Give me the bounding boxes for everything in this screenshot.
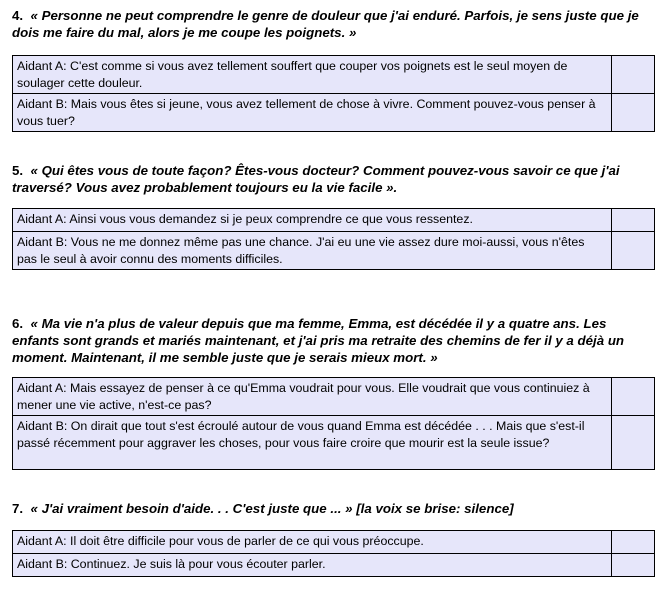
question-5 <box>12 162 656 196</box>
response-row <box>13 232 654 270</box>
response-text: Aidant B: Mais vous êtes si jeune, vous avez tellement de chose à vivre. Comment pouvez-vous penser à vous tuer? <box>13 94 612 131</box>
response-text: Aidant A: C'est comme si vous avez tellement souffert que couper vos poignets est le seul moyen de soulager cette douleur. <box>13 56 612 93</box>
answer-cell[interactable] <box>612 94 654 131</box>
response-text: Aidant B: On dirait que tout s'est écroulé autour de vous quand Emma est décédée . . . Mais que s'est-il passé récemment pour aggraver les choses, pour vous faire croire que mourir est la seule issue? <box>13 416 612 469</box>
response-text: Aidant B: Vous ne me donnez même pas une chance. J'ai eu une vie assez dure moi-aussi, vous n'êtes pas le seul à avoir connu des moments difficiles. <box>13 232 612 269</box>
response-table-6 <box>12 377 655 470</box>
response-row <box>13 378 654 416</box>
response-table-5 <box>12 208 655 270</box>
response-row <box>13 56 654 94</box>
answer-cell[interactable] <box>612 232 654 269</box>
response-table-7 <box>12 530 655 577</box>
answer-cell[interactable] <box>612 209 654 231</box>
question-6 <box>12 315 656 366</box>
question-text: « Personne ne peut comprendre le genre de douleur que j'ai enduré. Parfois, je sens juste que je dois me faire du mal, alors je me coupe les poignets. » <box>12 8 639 40</box>
response-table-4 <box>12 55 655 132</box>
response-text: Aidant A: Il doit être difficile pour vous de parler de ce qui vous préoccupe. <box>13 531 612 553</box>
question-number: 6. <box>12 316 24 331</box>
answer-cell[interactable] <box>612 531 654 553</box>
question-number: 4. <box>12 8 24 23</box>
answer-cell[interactable] <box>612 416 654 469</box>
question-text: « J'ai vraiment besoin d'aide. . . C'est juste que ... » [la voix se brise: silence] <box>30 501 514 516</box>
response-row <box>13 209 654 232</box>
response-text: Aidant A: Mais essayez de penser à ce qu'Emma voudrait pour vous. Elle voudrait que vous continuiez à mener une vie active, n'est-ce pas? <box>13 378 612 415</box>
question-7 <box>12 500 656 517</box>
answer-cell[interactable] <box>612 56 654 93</box>
question-text: « Ma vie n'a plus de valeur depuis que ma femme, Emma, est décédée il y a quatre ans. Les enfants sont grands et mariés maintenant, et j'ai pris ma retraite des chemins de fer il y a déjà un moment. Maintenant, il me semble juste que je serais mieux mort. » <box>12 316 625 365</box>
answer-cell[interactable] <box>612 554 654 576</box>
answer-cell[interactable] <box>612 378 654 415</box>
question-4 <box>12 7 656 41</box>
response-text: Aidant A: Ainsi vous vous demandez si je peux comprendre ce que vous ressentez. <box>13 209 612 231</box>
response-row <box>13 94 654 132</box>
response-row <box>13 554 654 577</box>
question-number: 7. <box>12 501 24 516</box>
question-number: 5. <box>12 163 24 178</box>
response-text: Aidant B: Continuez. Je suis là pour vous écouter parler. <box>13 554 612 576</box>
question-text: « Qui êtes vous de toute façon? Êtes-vous docteur? Comment pouvez-vous savoir ce que j'ai traversé? Vous avez probablement toujours eu la vie facile ». <box>12 163 620 195</box>
response-row <box>13 531 654 554</box>
response-row <box>13 416 654 470</box>
